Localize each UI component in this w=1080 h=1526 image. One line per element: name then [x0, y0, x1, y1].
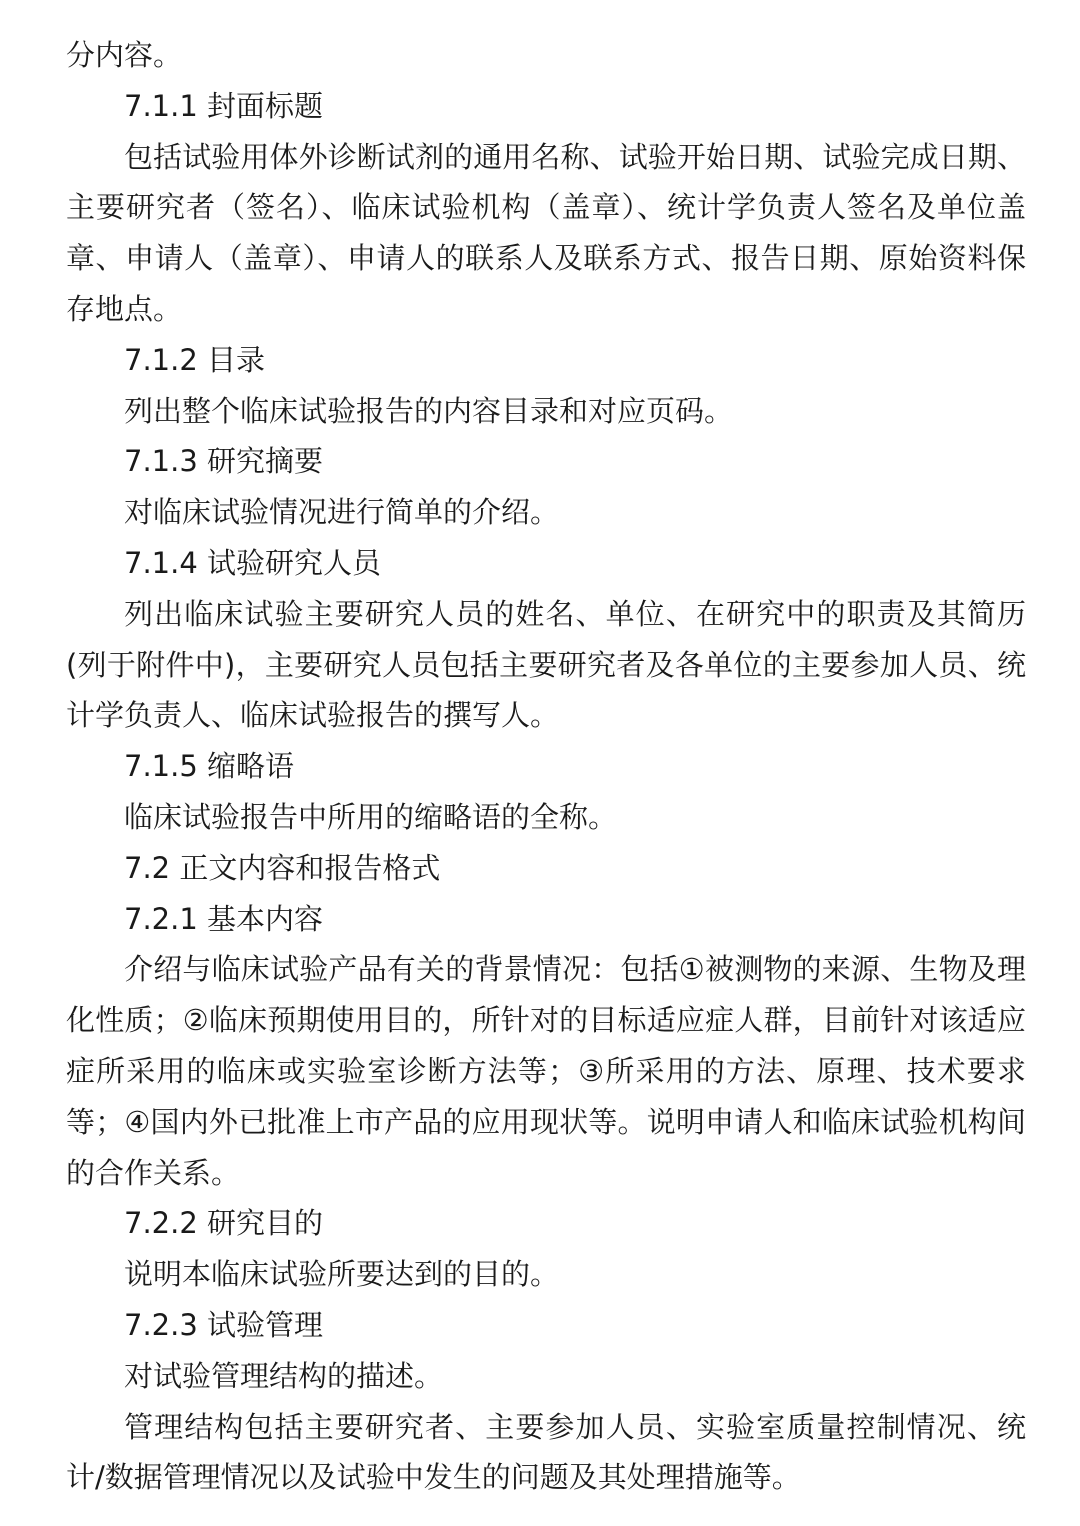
paragraph-researchers: 列出临床试验主要研究人员的姓名、单位、在研究中的职责及其简历(列于附件中)，主要研究人员包括主要研究者及各单位的主要参加人员、统计学负责人、临床试验报告的撰写人。 — [66, 596, 1026, 733]
section-heading-7-2-3: 7.2.3 试验管理 — [124, 1307, 324, 1342]
section-heading-7-1-2: 7.1.2 目录 — [124, 342, 266, 377]
paragraph-basic-content: 介绍与临床试验产品有关的背景情况：包括①被测物的来源、生物及理化性质；②临床预期使用目的，所针对的目标适应症人群，目前针对该适应症所采用的临床或实验室诊断方法等；③所采用的方法、原理、技术要求等；④国内外已批准上市产品的应用现状等。说明申请人和临床试验机构间的合作关系。 — [66, 952, 1026, 1190]
paragraph-cover-title: 包括试验用体外诊断试剂的通用名称、试验开始日期、试验完成日期、主要研究者（签名）、临床试验机构（盖章）、统计学负责人签名及单位盖章、申请人（盖章）、申请人的联系人及联系方式、报告日期、原始资料保存地点。 — [66, 139, 1026, 326]
section-heading-7-2-1: 7.2.1 基本内容 — [124, 901, 324, 936]
paragraph-abstract: 对临床试验情况进行简单的介绍。 — [124, 495, 560, 530]
section-heading-7-1-3: 7.1.3 研究摘要 — [124, 444, 324, 479]
document-body — [66, 30, 1026, 1503]
paragraph-abbreviations: 临床试验报告中所用的缩略语的全称。 — [124, 799, 618, 834]
section-heading-7-1-5: 7.1.5 缩略语 — [124, 749, 295, 784]
paragraph-research-purpose: 说明本临床试验所要达到的目的。 — [124, 1257, 560, 1292]
paragraph-trial-management: 对试验管理结构的描述。 — [124, 1358, 444, 1393]
section-heading-7-1-1: 7.1.1 封面标题 — [124, 88, 324, 123]
paragraph-management-structure: 管理结构包括主要研究者、主要参加人员、实验室质量控制情况、统计/数据管理情况以及试验中发生的问题及其处理措施等。 — [66, 1409, 1026, 1495]
section-heading-7-1-4: 7.1.4 试验研究人员 — [124, 545, 382, 580]
paragraph-continuation: 分内容。 — [66, 38, 183, 72]
paragraph-contents: 列出整个临床试验报告的内容目录和对应页码。 — [124, 393, 734, 428]
section-heading-7-2-2: 7.2.2 研究目的 — [124, 1206, 324, 1241]
section-heading-7-2: 7.2 正文内容和报告格式 — [124, 850, 441, 885]
